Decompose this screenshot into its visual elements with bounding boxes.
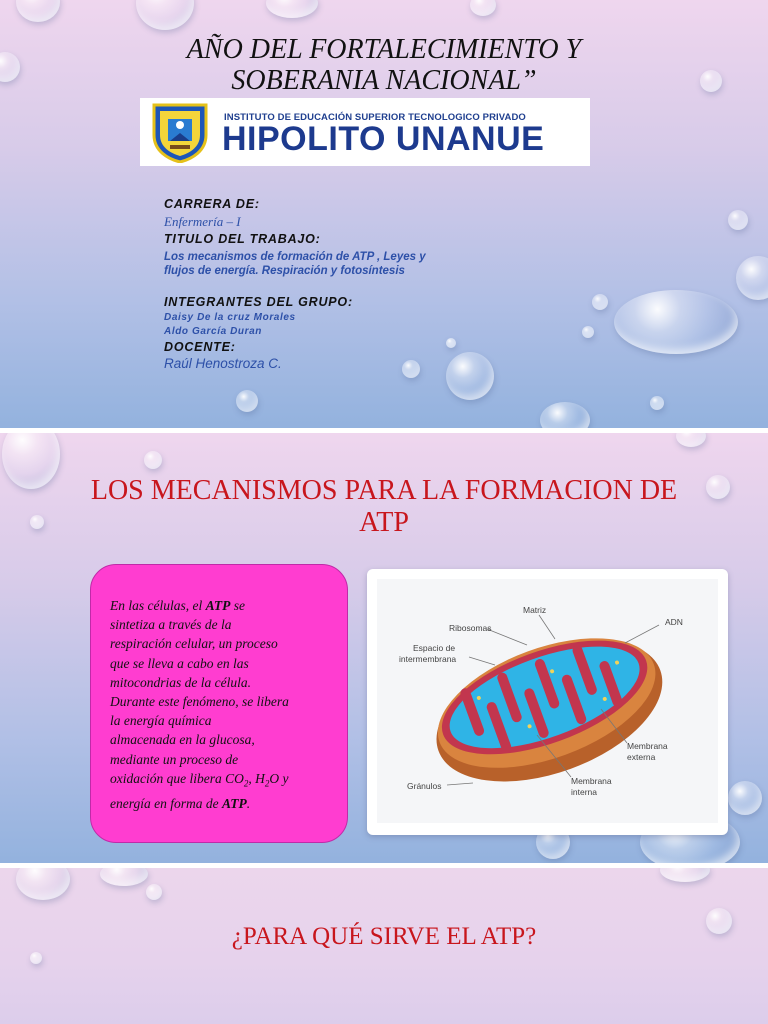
title-line-2: ATP xyxy=(359,507,409,538)
water-drop xyxy=(582,326,594,338)
teacher-value: Raúl Henostroza C. xyxy=(164,356,282,371)
label-espacio: Espacio de xyxy=(413,643,456,653)
title-line-2: SOBERANIA NACIONAL” xyxy=(231,65,537,96)
water-drop xyxy=(736,256,768,300)
atp-mechanisms-slide xyxy=(0,433,768,863)
work-title-line-1: Los mecanismos de formación de ATP , Leyes y xyxy=(164,251,426,263)
water-drop xyxy=(446,352,494,400)
members-label: INTEGRANTES DEL GRUPO: xyxy=(164,295,353,309)
institution-logo xyxy=(140,98,590,166)
water-drop xyxy=(16,0,60,22)
water-drop xyxy=(144,451,162,469)
career-label: CARRERA DE: xyxy=(164,197,260,211)
water-drop xyxy=(266,0,318,18)
label-externa: externa xyxy=(627,752,656,762)
mitochondria-illustration xyxy=(377,579,718,823)
label-intermembrana: intermembrana xyxy=(399,654,457,664)
water-drop xyxy=(728,781,762,815)
label-granulos: Gránulos xyxy=(407,781,442,791)
institute-shield-icon xyxy=(148,101,212,163)
member-item: Aldo García Duran xyxy=(164,326,262,337)
label-ribosomas: Ribosomas xyxy=(449,623,492,633)
label-interna: interna xyxy=(571,787,597,797)
water-drop xyxy=(470,0,496,16)
work-title-value xyxy=(164,250,426,278)
water-drop xyxy=(136,0,194,30)
water-drop xyxy=(236,390,258,412)
water-drop xyxy=(676,433,706,447)
title-slide xyxy=(0,0,768,428)
career-value xyxy=(164,214,241,230)
mitochondria-diagram xyxy=(377,579,718,823)
career-value-text: Enfermería – I xyxy=(164,214,241,229)
label-matriz: Matriz xyxy=(523,605,547,615)
institution-brand-name: HIPOLITO UNANUE xyxy=(222,120,545,158)
water-drop xyxy=(16,868,70,900)
water-drop xyxy=(614,290,738,354)
atp-explanation-box xyxy=(90,564,348,843)
member-item: Daisy De la cruz Morales xyxy=(164,312,296,323)
water-drop xyxy=(146,884,162,900)
institution-full-name: INSTITUTO DE EDUCACIÓN SUPERIOR TECNOLOGICO PRIVADO xyxy=(224,112,526,123)
teacher-label: DOCENTE: xyxy=(164,340,236,354)
atp-term: ATP xyxy=(221,795,247,811)
water-drop xyxy=(660,868,710,882)
water-drop xyxy=(446,338,456,348)
work-title-label: TITULO DEL TRABAJO: xyxy=(164,232,321,246)
water-drop xyxy=(30,952,42,964)
water-drop xyxy=(728,210,748,230)
atp-term: ATP xyxy=(205,598,231,613)
slide-title: ¿PARA QUÉ SIRVE EL ATP? xyxy=(231,923,537,950)
water-drop xyxy=(650,396,664,410)
slide-title xyxy=(0,34,768,96)
title-line-1: LOS MECANISMOS PARA LA FORMACION DE xyxy=(90,475,678,506)
label-membrana-externa: Membrana xyxy=(627,741,668,751)
mitochondria-diagram-card xyxy=(367,569,728,835)
water-drop xyxy=(592,294,608,310)
water-drop xyxy=(402,360,420,378)
title-line-1: AÑO DEL FORTALECIMIENTO Y xyxy=(186,34,582,65)
label-adn: ADN xyxy=(665,617,683,627)
atp-purpose-slide xyxy=(0,868,768,1024)
water-drop xyxy=(100,868,148,886)
work-title-line-2: flujos de energía. Respiración y fotosíntesis xyxy=(164,265,405,277)
water-drop xyxy=(540,402,590,428)
slide-title xyxy=(0,475,768,539)
label-membrana-interna: Membrana xyxy=(571,776,612,786)
atp-explanation-text: En las células, el ATP se sintetiza a través de la respiración celular, un proceso que se lleva a cabo en las mitocondrias de la célula. Durante este fenómeno, se libera la energía química almacenada en la glucosa, mediante un proceso de oxidación que libera $CO_2$, $H_2O$ y energía en forma de ATP. xyxy=(110,598,289,811)
members-list xyxy=(164,311,296,339)
